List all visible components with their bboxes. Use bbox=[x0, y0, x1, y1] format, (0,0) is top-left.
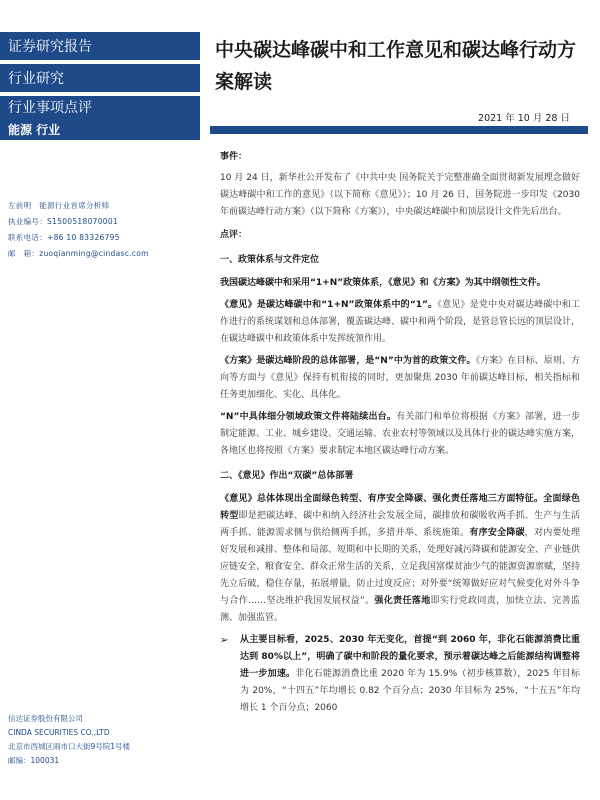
company-name-en: CINDA SECURITIES CO.,LTD bbox=[8, 728, 110, 737]
author-title: 左前明 能源行业首席分析师 bbox=[8, 201, 110, 210]
paragraph-5-bold: 《意见》总体体现出全面绿色转型、有序安全降碳、强化责任落地三方面特征。 bbox=[220, 494, 544, 504]
header-rule bbox=[210, 126, 588, 134]
paragraph-3 bbox=[220, 353, 580, 404]
paragraph-4-bold: “N”中具体细分领域政策文件将陆续出台。 bbox=[220, 412, 397, 422]
paragraph-5-text-1: 即是把碳达峰、碳中和纳入经济社会发展全局，碳排放和碳吸收两手抓、生产与生活两手抓、能源需求侧与供给侧两手抓，多措并举、系统施策。 bbox=[220, 511, 580, 538]
license-label: 执业编号： bbox=[8, 217, 47, 226]
paragraph-1-bold: 我国碳达峰碳中和采用“1+N”政策体系，《意见》和《方案》为其中纲领性文件。 bbox=[220, 278, 546, 288]
report-date: 2021 年 10 月 28 日 bbox=[478, 113, 570, 124]
email-label: 邮 箱： bbox=[8, 249, 40, 258]
company-footer bbox=[8, 712, 196, 768]
paragraph-1 bbox=[220, 275, 580, 292]
author-info bbox=[8, 198, 196, 262]
paragraph-2-text: 《意见》是党中央对碳达峰碳中和工作进行的系统谋划和总体部署，覆盖碳达峰、碳中和两个阶段，是管总管长远的顶层设计，在碳达峰碳中和政策体系中发挥统领作用。 bbox=[220, 300, 581, 344]
section-1-title: 一、政策体系与文件定位 bbox=[220, 255, 320, 265]
paragraph-4-text: 有关部门和单位将根据《方案》部署，进一步制定能源、工业、城乡建设、交通运输、农业农村等领域以及具体行业的碳达峰实施方案，各地区也将按照《方案》要求制定本地区碳达峰行动方案。 bbox=[220, 412, 581, 456]
section-2-title: 二、《意见》作出“双碳”总体部署 bbox=[220, 471, 354, 481]
page-title: 中央碳达峰碳中和工作意见和碳达峰行动方案解读 bbox=[215, 39, 577, 93]
event-paragraph: 10 月 24 日，新华社公开发布了《中共中央 国务院关于完整准确全面贯彻新发展理念做好碳达峰碳中和工作的意见》（以下简称《意见》）；10 月 26 日，国务院进一步印发《2030 年前碳达峰行动方案》（以下简称《方案》），中央碳达峰碳中和顶层设计文件先后出台。 bbox=[220, 173, 580, 217]
email-value[interactable]: zuoqianming@cindasc.com bbox=[39, 249, 149, 258]
bullet-1-bold: 从主要目标看，2025、2030 年无变化，首提“到 2060 年，非化石能源消费比重达到 80%以上”，明确了碳中和阶段的量化要求，预示着碳达峰之后能源结构调整将进一步加速。 bbox=[240, 635, 580, 679]
paragraph-2-bold: 《意见》是碳达峰碳中和“1+N”政策体系中的“1”。 bbox=[220, 300, 438, 310]
report-body bbox=[220, 143, 580, 722]
tag-comment: 行业事项点评 bbox=[0, 96, 200, 118]
sidebar bbox=[0, 0, 200, 800]
phone-label: 联系电话： bbox=[8, 233, 47, 242]
paragraph-2 bbox=[220, 297, 580, 348]
paragraph-5-bold-2: 全面绿色转型 bbox=[220, 494, 580, 521]
company-name-cn: 信达证券股份有限公司 bbox=[8, 714, 83, 723]
event-label: 事件： bbox=[220, 152, 248, 162]
tag-research: 行业研究 bbox=[0, 64, 200, 92]
email-row bbox=[8, 246, 196, 262]
bullet-arrow-icon: ➢ bbox=[220, 635, 229, 646]
license-value: S1500518070001 bbox=[47, 217, 118, 226]
paragraph-3-bold: 《方案》是碳达峰阶段的总体部署，是“N”中为首的政策文件。 bbox=[220, 356, 476, 366]
bullet-1 bbox=[220, 632, 580, 717]
paragraph-4 bbox=[220, 409, 580, 460]
company-postcode: 邮编：100031 bbox=[8, 756, 60, 765]
tag-report: 证券研究报告 bbox=[0, 32, 200, 60]
company-address: 北京市西城区闹市口大街9号院1号楼 bbox=[8, 742, 131, 751]
paragraph-5-text-2: ，对内要处理好发展和减排、整体和局部、短期和中长期的关系，处理好减污降碳和能源安全、产业链供应链安全、粮食安全、群众正常生活的关系，立足我国富煤贫油少气的能源资源禀赋，坚持先立后破，稳住存量，拓展增量，防止过度反应；对外要“统筹做好应对气候变化对外斗争与合作……坚决维护我国发展权益”。 bbox=[220, 528, 581, 606]
bullet-1-text: 非化石能源消费比重 2020 年为 15.9%（初步核算数），2025 年目标为 20%，“十四五”年均增长 0.82 个百分点；2030 年目标为 25%，“十五五”年均增长 1 个百分点；2060 bbox=[240, 669, 580, 713]
industry-label: 能源 行业 bbox=[0, 118, 200, 140]
comment-label: 点评： bbox=[220, 230, 248, 240]
paragraph-5-bold-3: 有序安全降碳 bbox=[469, 528, 525, 538]
phone-row bbox=[8, 230, 196, 246]
paragraph-5 bbox=[220, 491, 580, 627]
paragraph-3-text: 《方案》在目标、原则、方向等方面与《意见》保持有机衔接的同时，更加聚焦 2030 年前碳达峰目标，相关指标和任务更加细化、实化、具体化。 bbox=[220, 356, 580, 400]
paragraph-5-bold-4: 强化责任落地 bbox=[374, 596, 431, 606]
paragraph-5-text-3: 即实行党政同责，加快立法、完善监测、加强监管。 bbox=[220, 596, 580, 623]
license-row bbox=[8, 214, 196, 230]
phone-value: +86 10 83326795 bbox=[47, 233, 120, 242]
